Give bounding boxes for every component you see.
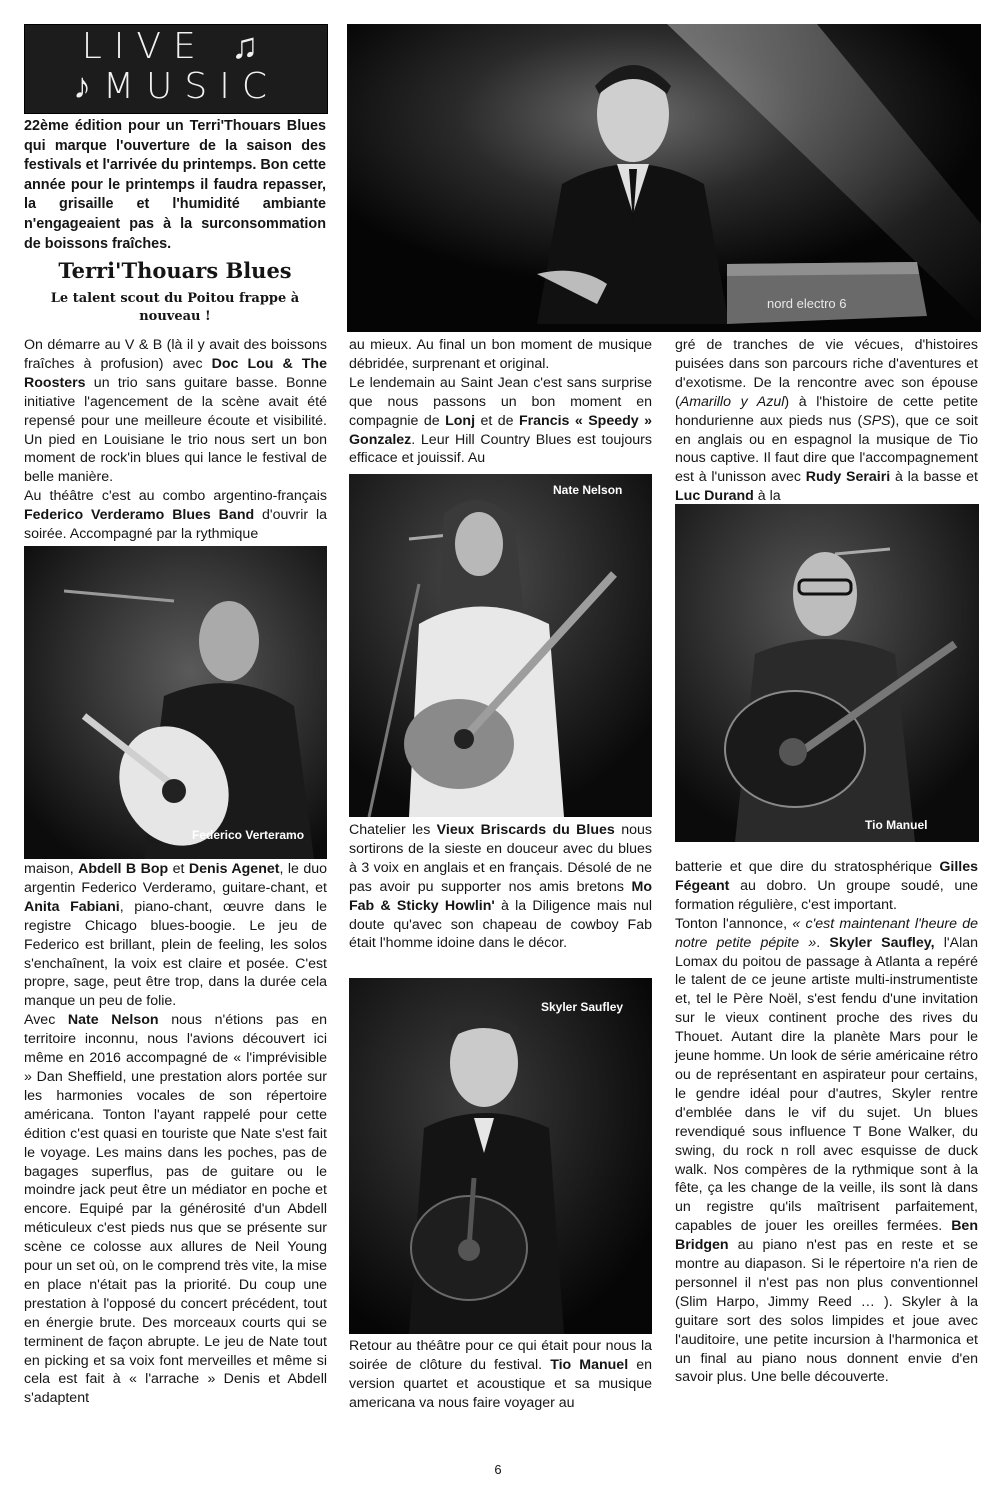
column-1-bottom: maison, Abdell B Bop et Denis Agenet, le duo argentin Federico Verderamo, guitare-chant, et Anita Fabiani, piano-chant, œuvre dans le registre Chicago blues-boogie. Le jeu de Federico est brillant, plein de feeling, les solos s'enchaînent, la voix est claire et posée. C'est propre, sage, peut être trop, dans la durée cela manque un peu de folie. Avec Nate Nelson nous n'étions pas en territoire inconnu, nous l'avions découvert ici même en 2016 accompagné de « l'imprévisible » Dan Sheffield, une prestation alors portée sur les harmonies vocales de son répertoire américana. Tonton l'ayant rappelé pour cette édition c'est quasi en touriste que Nate s'est fait le voyage. Les mains dans les poches, pas de bagages superflus, pas de guitare ou le moindre jack peut être un médiator en poche et encore. Equipé par la générosité d'un Abdell méticuleux c'est pieds nus que se présente sur scène ce colosse aux allures de Neil Young pour un set où, on le comprend très vite, la mise en place n'était pas la priorité. Du coup une prestation à l'opposé du concert précédent, tout en énergie brute. Des morceaux courts qui se terminent de façon abrupte. Le jeu de Nate tout en picking et sa voix font merveilles et même si cela est fait à « l'arrache » Denis et Abdell s'adaptent	[24, 861, 328, 1407]
article-subhead: Le talent scout du Poitou frappe à nouveau !	[50, 291, 300, 324]
column-2-middle: Chatelier les Vieux Briscards du Blues nous sortirons de la sieste en douceur avec du blues à 3 voix en anglais et en français. Désolé de ne pas avoir pu supporter nos amis bretons Mo Fab & Sticky Howlin' à la Diligence mais nul doute qu'avec son chapeau de cowboy Fab était l'homme idoine dans le décor.	[349, 822, 653, 952]
page-number: 6	[494, 1462, 502, 1477]
photo-keyboard-player	[347, 24, 981, 332]
caption-tio-manuel: Tio Manuel	[865, 818, 928, 832]
logo-line-1: LIVE ♫	[81, 26, 271, 67]
column-2-top: au mieux. Au final un bon moment de musique débridée, surprenant et original. Le lendemain au Saint Jean c'est sans surprise que nous passons un bon moment en compagnie de Lonj et de Francis « Speedy » Gonzalez. Leur Hill Country Blues est toujours efficace et jouissif. Au	[349, 337, 652, 467]
caption-nate-nelson: Nate Nelson	[553, 483, 623, 497]
caption-skyler-saufley: Skyler Saufley	[541, 1000, 624, 1014]
column-1-top: On démarre au V & B (là il y avait des boissons fraîches à profusion) avec Doc Lou & The Roosters un trio sans guitare basse. Bonne initiative l'agencement de la scène avait été repensé pour une meilleure écoute et visibilité. Un pied en Louisiane le trio nous sert un bon moment de rock'in blues qui lance le festival de belle manière. Au théâtre c'est au combo argentino-français Federico Verderamo Blues Band d'ouvrir la soirée. Accompagné par la rythmique	[24, 337, 327, 543]
logo-line-2: ♪MUSIC	[72, 66, 279, 107]
article-headline: Terri'Thouars Blues	[58, 258, 292, 283]
photo-skyler-saufley	[349, 978, 652, 1334]
intro-paragraph: 22ème édition pour un Terri'Thouars Blues qui marque l'ouverture de la saison des festivals et l'arrivée du printemps. Bon cette année pour le printemps il faudra repasser, la grisaille et l'humidité ambiante n'engageaient pas à la surconsommation de boissons fraîches.	[24, 118, 326, 252]
caption-federico: Federico Verteramo	[192, 828, 305, 842]
photo-federico	[24, 546, 327, 859]
photo-tio-manuel	[675, 504, 979, 842]
column-3-top: gré de tranches de vie vécues, d'histoires puisées dans son parcours riche d'aventures et d'exotisme. De la rencontre avec son épouse (Amarillo y Azul) à l'histoire de cette petite hondurienne aux pieds nus (SPS), que ce soit en anglais ou en espagnol la musique de Tio nous captive. Il faut dire que l'accompagnement est à l'unisson avec Rudy Serairi à la basse et Luc Durand à la	[675, 337, 978, 505]
photo-nate-nelson	[349, 474, 652, 817]
column-3-bottom: batterie et que dire du stratosphérique Gilles Fégeant au dobro. Un groupe soudé, une formation régulière, c'est important. Tonton l'annonce, « c'est maintenant l'heure de notre petite pépite ». Skyler Saufley, l'Alan Lomax du poitou de passage à Atlanta a repéré le talent de ce jeune artiste multi-instrumentiste et, tel le Père Noël, s'est fendu d'une invitation sur le vieux continent proche des rives du Thouet. Autant dire la planète Mars pour le jeune homme. Un look de série américaine rétro ou de représentant en aspirateur pour certains, le gendre idéal pour d'autres, Skyler rentre d'emblée dans le vif du sujet. Un blues revendiqué sous influence T Bone Walker, du swing, du rock n roll avec esquisse de duck walk. Nos compères de la rythmique sont à la fête, ça les change de la veille, ils sont là dans un registre qu'ils maîtrisent parfaitement, capables de jouer les oreilles fermées. Ben Bridgen au piano n'est pas en reste et se montre au diapason. Si le répertoire n'a rien de personnel il n'est pas non plus conventionnel (Slim Harpo, Jimmy Reed … ). Skyler à la guitare sort des solos limpides et joue avec l'auditoire, une petite incursion à l'harmonica et un final au piano nous donnent envie d'en savoir plus. Une belle découverte.	[675, 859, 979, 1386]
column-2-bottom: Retour au théâtre pour ce qui était pour nous la soirée de clôture du festival. Tio Manuel en version quartet et acoustique et sa musique americana va nous faire voyager au	[349, 1338, 652, 1411]
keyboard-brand-label: nord electro 6	[767, 296, 847, 311]
live-music-logo	[24, 24, 328, 114]
